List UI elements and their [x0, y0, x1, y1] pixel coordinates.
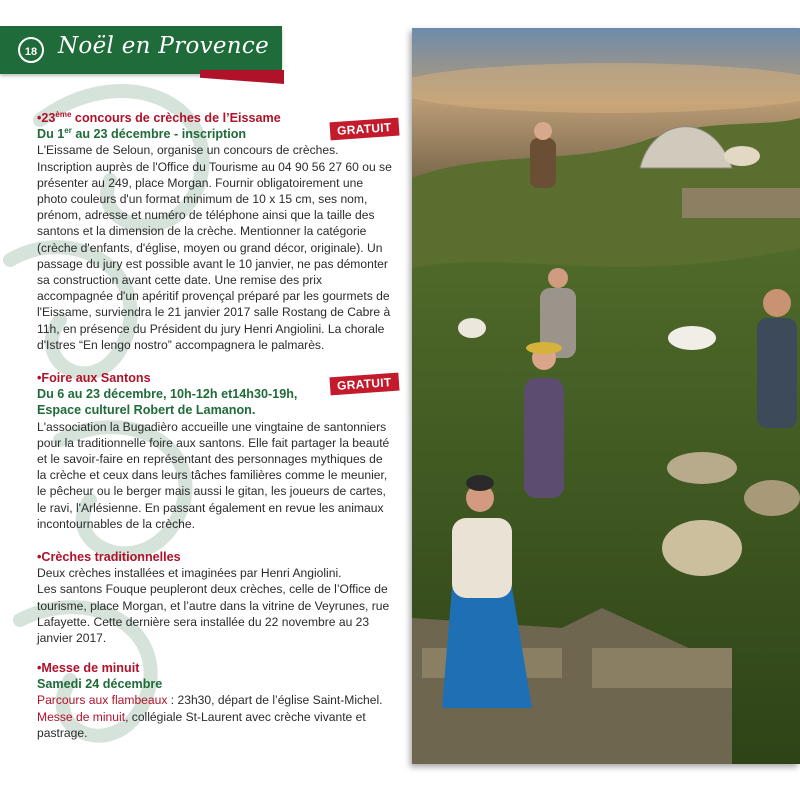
gratuit-badge: GRATUIT: [329, 373, 399, 396]
section-messe-minuit: [37, 660, 395, 741]
nativity-scene-illustration: [412, 28, 800, 764]
section-body: Les santons Fouque peupleront deux crèches, celle de l’Office de tourisme, place Morgan, et l’autre dans la vitrine de Veyrunes, rue Lafayette. Cette dernière sera installée du 22 novembre au 23 janvier 2017.: [37, 582, 390, 646]
section-subtitle: Du 6 au 23 décembre, 10h-12h et14h30-19h,: [37, 387, 298, 402]
section-body: L'Eissame de Seloun, organise un concours de crèches. Inscription auprès de l'Office du Tourisme au 04 90 56 27 60 ou se présenter au 249, place Morgan. Fournir obligatoirement une photo couleurs d'un format minimum de 10 x 15 cm, ses nom, prénom, adresse et numéro de téléphone ainsi que la taille des santons et la dimension de la crèche. Mentionner la catégorie (crèche d'enfants, d'église, moyen ou grand décor, originale). Un passage du jury est possible avant le 10 janvier, ne pas démonter sa construction avant cette date. Une remise des prix accompagnée d'un apéritif provençal préparé par les gourmets de l'Eissame, surviendra le 21 janvier 2017 salle Rostang de Cabre à 11h, en présence du Président du jury Henri Angiolini. La chorale d'Istres “En lengo nostro” accompagnera le palmarès.: [37, 143, 392, 352]
nativity-scene-photo: [412, 28, 800, 764]
section-subtitle: Samedi 24 décembre: [37, 677, 163, 692]
event-line-flambeaux: Parcours aux flambeaux : 23h30, départ de l’église Saint-Michel.: [37, 693, 383, 708]
section-body-intro: Deux crèches installées et imaginées par Henri Angiolini.: [37, 566, 342, 581]
section-subtitle: Du 1er au 23 décembre - inscription: [37, 126, 247, 142]
section-subtitle-location: Espace culturel Robert de Lamanon.: [37, 403, 256, 418]
event-line-messe: Messe de minuit, collégiale St-Laurent avec crèche vivante et pastrage.: [37, 709, 366, 740]
section-concours-creches: [37, 110, 395, 353]
page-title: Noël en Provence: [58, 33, 270, 59]
page-number: 18: [18, 37, 44, 63]
section-creches-traditionnelles: [37, 549, 395, 646]
section-title: •Foire aux Santons: [37, 371, 151, 385]
gratuit-badge: GRATUIT: [329, 118, 399, 141]
section-title: •23ème concours de crèches de l’Eissame: [37, 109, 281, 125]
section-title: •Messe de minuit: [37, 661, 140, 675]
section-title: •Crèches traditionnelles: [37, 550, 181, 564]
section-body: L'association la Bugadièro accueille une vingtaine de santonniers pour la traditionnelle foire aux santons. Elle fait partager la beauté et le savoir-faire en représentant des personnages mythiques de la crèche et ceux dans leurs tâches familières comme le meunier, le pêcheur ou le berger mais aussi le gitan, les joueurs de cartes, le ravi, l'Arlésienne. En passant également en revue les animaux incontournables de la crèche.: [37, 419, 390, 531]
